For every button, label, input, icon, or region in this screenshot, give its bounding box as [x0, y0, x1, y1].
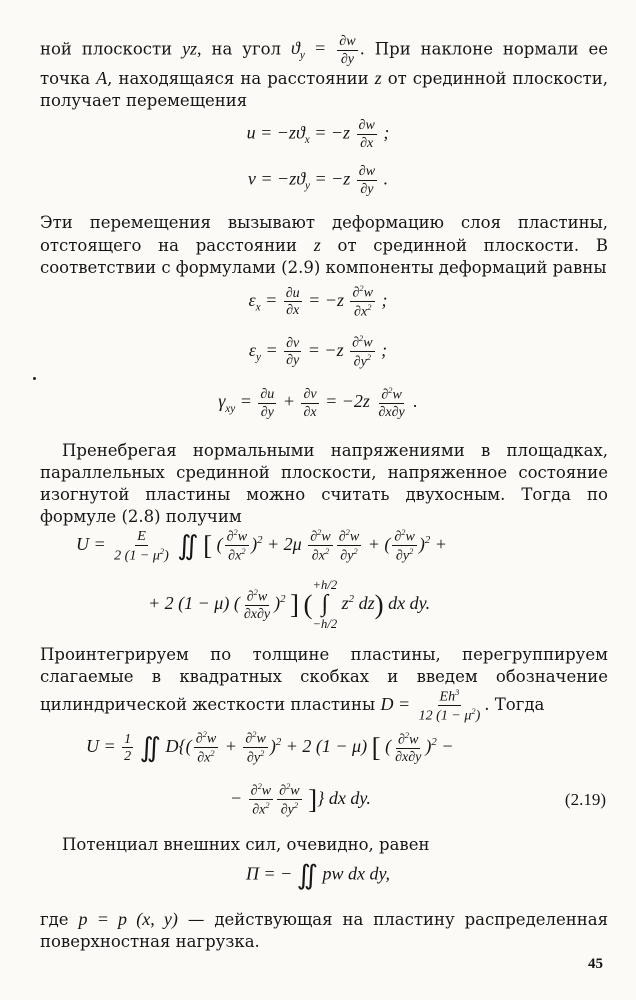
paragraph-2: Эти перемещения вызывают деформацию слоя пластины, отстоящего на расстоянии z от срединной плоскости. В соответствии с формулами (2.9) компоненты деформаций равны [40, 213, 608, 277]
equation-U1-line2: + 2 (1 − μ) ( $\frac{\partial^2w}{\partial x\partial y}$ )$^2$ ] ( +h/2 ∫ −h/2 $z^2$ dz) dx dy. [148, 578, 431, 631]
equation-epsilon-x: $\varepsilon_x$ = $\frac{\partial u}{\partial x}$ = −z $\frac{\partial^2w}{\partial x^2}$ ; [248, 283, 388, 321]
equation-U2-line1: U = $\frac{1}{2}$ ∬ D{( $\frac{\partial^2w}{\partial x^2}$ + $\frac{\partial^2w}{\partial y^2}$ )$^2$ + 2 (1 − μ) [ ( $\frac{\partial^2w}{\partial x\partial y}$ )$^2$ − [86, 729, 454, 767]
paragraph-1: ной плоскости yz, на угол $ϑ_y$ = $\frac{\partial w}{\partial y}$ . При наклоне нормали ее точка A, находящаяся на расстоянии z от срединной плоскости, получает перемещения [40, 33, 609, 110]
equation-v: $v = -zϑ_y = -z$ $\frac{\partial w}{\partial y}$ . [247, 163, 389, 197]
equation-gamma-xy: $\gamma_{xy}$ = $\frac{\partial u}{\partial y}$ + $\frac{\partial v}{\partial x}$ = −2z $\frac{\partial^2w}{\partial x\partial y}$ . [218, 385, 418, 421]
paragraph-6: где p = p (x, y) — действующая на пластину распределенная поверхностная нагрузка. [40, 909, 608, 951]
page-number: 45 [588, 956, 603, 972]
equation-epsilon-y: $\varepsilon_y$ = $\frac{\partial v}{\partial y}$ = −z $\frac{\partial^2w}{\partial y^2}$ ; [248, 333, 388, 371]
paragraph-3: Пренебрегая нормальными напряжениями в площадках, параллельных срединной плоскости, напряженное состояние изогнутой пластины можно считать двухосным. Тогда по формуле (2.8) получим [40, 441, 608, 526]
equation-U1-line1: U = $\frac{E}{2 (1 - \mu^2)}$ ∬ [ ( $\frac{\partial^2w}{\partial x^2}$ )$^2$ + 2μ $\frac{\partial^2w}{\partial x^2}$ $\frac{\partial^2w}{\partial y^2}$ + ( $\frac{\partial^2w}{\partial y^2}$ )$^2$ + [76, 527, 447, 565]
equation-u: $u = -zϑ_x = -z$ $\frac{\partial w}{\partial x}$ ; [246, 117, 390, 151]
paragraph-5: Потенциал внешних сил, очевидно, равен [62, 835, 430, 854]
equation-number: (2.19) [564, 790, 606, 809]
paragraph-4: Проинтегрируем по толщине пластины, перегруппируем слагаемые в квадратных скобках и введем обозначение цилиндрической жесткости пластины D = $\frac{Eh^3}{12 (1 - \mu^2)}$ . Тогда [40, 645, 608, 725]
equation-Pi: Π = − ∬ pw dx dy, [245, 860, 391, 890]
stray-dot [33, 377, 36, 380]
equation-U2-line2: − $\frac{\partial^2w}{\partial x^2}$ $\frac{\partial^2w}{\partial y^2}$ ]} dx dy. [230, 781, 371, 819]
